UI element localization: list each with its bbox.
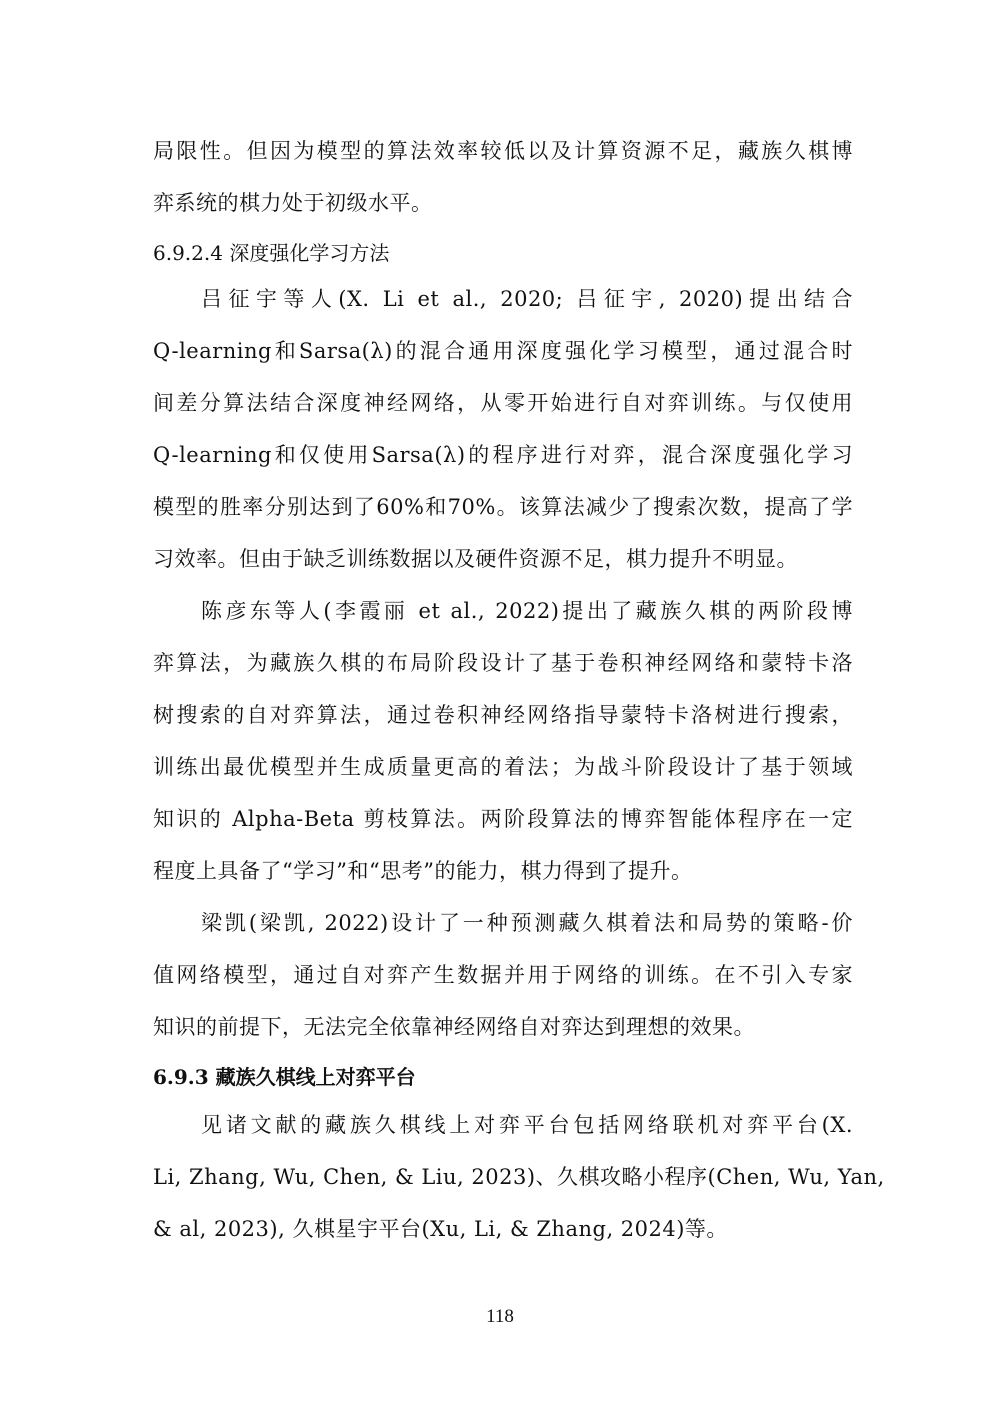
paragraph-3-line-5: 知识的 Alpha-Beta 剪枝算法。两阶段算法的博弈智能体程序在一定 xyxy=(153,807,853,831)
paragraph-2-line-4: Q-learning和仅使用Sarsa(λ)的程序进行对弈，混合深度强化学习 xyxy=(153,443,853,467)
paragraph-5-line-2: Li, Zhang, Wu, Chen, & Liu, 2023)、久棋攻略小程序(Chen, Wu, Yan, xyxy=(153,1165,885,1189)
paragraph-3-line-3: 树搜索的自对弈算法，通过卷积神经网络指导蒙特卡洛树进行搜索， xyxy=(153,703,853,727)
paragraph-2-line-1: 吕征宇等人(X. Li et al., 2020; 吕征宇, 2020)提出结合 xyxy=(201,287,853,311)
paragraph-2-line-5: 模型的胜率分别达到了60%和70%。该算法减少了搜索次数，提高了学 xyxy=(153,495,853,519)
section-heading-6-9-2-4: 6.9.2.4 深度强化学习方法 xyxy=(153,241,390,265)
paragraph-3-line-4: 训练出最优模型并生成质量更高的着法；为战斗阶段设计了基于领域 xyxy=(153,755,853,779)
paragraph-1-line-1: 局限性。但因为模型的算法效率较低以及计算资源不足，藏族久棋博 xyxy=(153,139,853,163)
paragraph-2-line-2: Q-learning和Sarsa(λ)的混合通用深度强化学习模型，通过混合时 xyxy=(153,339,853,363)
paragraph-4-line-2: 值网络模型，通过自对弈产生数据并用于网络的训练。在不引入专家 xyxy=(153,963,853,987)
page-number: 118 xyxy=(486,1306,514,1327)
paragraph-3-line-2: 弈算法，为藏族久棋的布局阶段设计了基于卷积神经网络和蒙特卡洛 xyxy=(153,651,853,675)
paragraph-5-line-1: 见诸文献的藏族久棋线上对弈平台包括网络联机对弈平台(X. xyxy=(201,1113,853,1137)
paragraph-4-line-3: 知识的前提下，无法完全依靠神经网络自对弈达到理想的效果。 xyxy=(153,1015,755,1039)
paragraph-3-line-6: 程度上具备了“学习”和“思考”的能力，棋力得到了提升。 xyxy=(153,859,693,883)
paragraph-1-line-2: 弈系统的棋力处于初级水平。 xyxy=(153,191,433,215)
section-heading-6-9-3: 6.9.3 藏族久棋线上对弈平台 xyxy=(153,1065,416,1089)
paragraph-2-line-3: 间差分算法结合深度神经网络，从零开始进行自对弈训练。与仅使用 xyxy=(153,391,853,415)
paragraph-4-line-1: 梁凯(梁凯, 2022)设计了一种预测藏久棋着法和局势的策略-价 xyxy=(201,911,853,935)
paragraph-5-line-3: & al, 2023), 久棋星宇平台(Xu, Li, & Zhang, 2024)等。 xyxy=(153,1217,728,1241)
paragraph-3-line-1: 陈彦东等人(李霞丽 et al., 2022)提出了藏族久棋的两阶段博 xyxy=(201,599,853,623)
paragraph-2-line-6: 习效率。但由于缺乏训练数据以及硬件资源不足，棋力提升不明显。 xyxy=(153,547,798,571)
